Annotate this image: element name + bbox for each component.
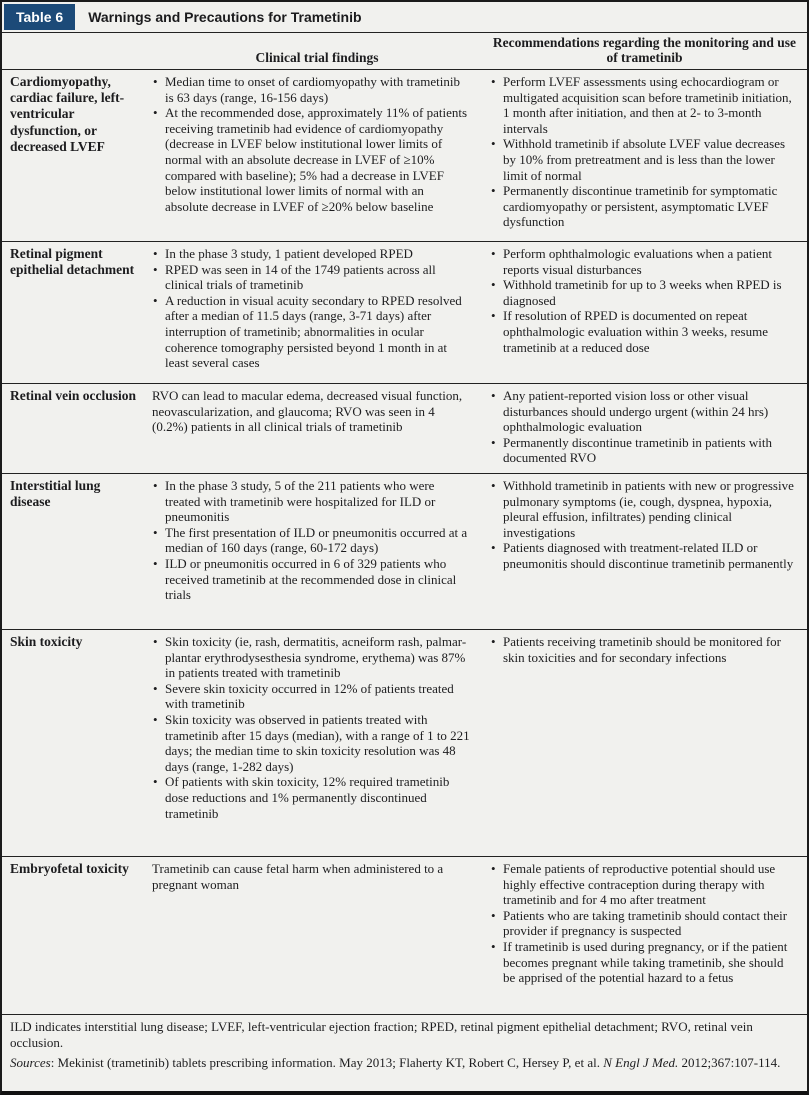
recommendations-cell	[482, 634, 807, 850]
table-row	[2, 242, 807, 384]
bullet-list	[490, 388, 799, 466]
bullet-list	[490, 74, 799, 230]
row-category: Embryofetal toxicity	[10, 861, 129, 876]
sources-text: : Mekinist (trametinib) tablets prescribing information. May 2013; Flaherty KT, Robert C, Hersey P, et al.	[50, 1054, 604, 1070]
bullet-item: • If resolution of RPED is documented on repeat ophthalmologic evaluation within 3 weeks, resume trametinib at a reduced dose	[490, 308, 799, 355]
bullet-item: • Patients receiving trametinib should be monitored for skin toxicities and for secondary infections	[490, 634, 799, 665]
bullet-item: • Withhold trametinib for up to 3 weeks when RPED is diagnosed	[490, 277, 799, 308]
row-category: Retinal vein occlusion	[10, 388, 137, 403]
bullet-item: • In the phase 3 study, 1 patient developed RPED	[152, 246, 470, 262]
bullet-item: • In the phase 3 study, 5 of the 211 patients who were treated with trametinib were hospitalized for ILD or pneumonitis	[152, 478, 470, 525]
findings-cell	[152, 861, 482, 1008]
row-category: Retinal pigment epithelial detachment	[10, 246, 135, 278]
bullet-item: • Perform ophthalmologic evaluations when a patient reports visual disturbances	[490, 246, 799, 277]
bullet-item: • Skin toxicity was observed in patients treated with trametinib after 15 days (median), with a range of 1 to 221 days; the median time to skin toxicity resolution was 48 days (range, 1-282 days)	[152, 712, 470, 774]
bullet-item: • Patients diagnosed with treatment-related ILD or pneumonitis should discontinue trametinib permanently	[490, 540, 799, 571]
bullet-item: • If trametinib is used during pregnancy, or if the patient becomes pregnant while taking trametinib, she should be apprised of the potential hazard to a fetus	[490, 939, 799, 986]
table-title-bar	[2, 2, 807, 33]
table-body	[2, 70, 807, 1015]
sources-journal: N Engl J Med.	[603, 1054, 679, 1070]
bullet-list	[490, 478, 799, 572]
findings-cell	[152, 74, 482, 235]
bullet-item: • Patients who are taking trametinib should contact their provider if pregnancy is suspected	[490, 908, 799, 939]
recommendations-cell	[482, 74, 807, 235]
bullet-item: • Withhold trametinib in patients with new or progressive pulmonary symptoms (ie, cough, dyspnea, hypoxia, pleural effusion, infiltrates) pending clinical investigations	[490, 478, 799, 540]
column-header-row	[2, 33, 807, 70]
findings-cell	[152, 246, 482, 377]
table-title: Warnings and Precautions for Trametinib	[88, 9, 362, 25]
bullet-item: • At the recommended dose, approximately 11% of patients receiving trametinib had evidence of cardiomyopathy (decrease in LVEF below institutional lower limits of normal with an absolute decrease in LVEF of ≥10% compared with baseline); 5% had a decrease in LVEF below institutional lower limits of normal with an absolute decrease in LVEF of ≥20% below baseline	[152, 105, 470, 214]
bullet-list	[152, 478, 470, 603]
recommendations-cell	[482, 388, 807, 467]
sources-note	[10, 1055, 799, 1071]
cell-paragraph: RVO can lead to macular edema, decreased visual function, neovascularization, and glaucoma; RVO was seen in 4 (0.2%) patients in all clinical trials of trametinib	[152, 388, 463, 435]
bullet-item: • Of patients with skin toxicity, 12% required trametinib dose reductions and 1% permanently discontinued trametinib	[152, 774, 470, 821]
findings-cell	[152, 478, 482, 623]
recommendations-cell	[482, 861, 807, 1008]
findings-cell	[152, 634, 482, 850]
bullet-list	[490, 861, 799, 986]
column-header-findings: Clinical trial findings	[255, 50, 379, 66]
bullet-list	[490, 634, 799, 665]
bullet-item: • Withhold trametinib if absolute LVEF value decreases by 10% from pretreatment and is less than the lower limit of normal	[490, 136, 799, 183]
table-row	[2, 474, 807, 630]
bullet-list	[152, 634, 470, 821]
bullet-item: • ILD or pneumonitis occurred in 6 of 329 patients who received trametinib at the recommended dose in clinical trials	[152, 556, 470, 603]
bullet-item: • Any patient-reported vision loss or other visual disturbances should undergo urgent (within 24 hrs) ophthalmologic evaluation	[490, 388, 799, 435]
bullet-item: • RPED was seen in 14 of the 1749 patients across all clinical trials of trametinib	[152, 262, 470, 293]
cell-paragraph: Trametinib can cause fetal harm when administered to a pregnant woman	[152, 861, 444, 892]
bullet-item: • Skin toxicity (ie, rash, dermatitis, acneiform rash, palmar-plantar erythrodysesthesia syndrome, erythema) was 87% in patients treated with trametinib	[152, 634, 470, 681]
bullet-item: • Permanently discontinue trametinib for symptomatic cardiomyopathy or persistent, asymptomatic LVEF dysfunction	[490, 183, 799, 230]
bullet-item: • The first presentation of ILD or pneumonitis occurred at a median of 160 days (range, 60-172 days)	[152, 525, 470, 556]
row-category: Cardiomyopathy, cardiac failure, left-ventricular dysfunction, or decreased LVEF	[10, 74, 125, 154]
bullet-list	[490, 246, 799, 355]
sources-citation-tail: 2012;367:107-114.	[678, 1054, 781, 1070]
table-row	[2, 857, 807, 1015]
bullet-item: • Perform LVEF assessments using echocardiogram or multigated acquisition scan before trametinib initiation, 1 month after initiation, and then at 2- to 3-month intervals	[490, 74, 799, 136]
bullet-list	[152, 246, 470, 371]
bullet-item: • Female patients of reproductive potential should use highly effective contraception during therapy with trametinib and for 4 mo after treatment	[490, 861, 799, 908]
sources-label: Sources	[10, 1054, 51, 1070]
table-row	[2, 70, 807, 242]
row-category: Skin toxicity	[10, 634, 83, 649]
table-row	[2, 384, 807, 474]
table-row	[2, 630, 807, 857]
table-footnotes	[2, 1015, 807, 1080]
table-number-chip: Table 6	[4, 4, 75, 30]
abbreviations-note: ILD indicates interstitial lung disease; LVEF, left-ventricular ejection fraction; RPED, retinal pigment epithelial detachment; RVO, retinal vein occlusion.	[10, 1019, 753, 1051]
bullet-item: • Permanently discontinue trametinib in patients with documented RVO	[490, 435, 799, 466]
recommendations-cell	[482, 246, 807, 377]
recommendations-cell	[482, 478, 807, 623]
bullet-item: • A reduction in visual acuity secondary to RPED resolved after a median of 11.5 days (range, 3-71 days) after interruption of trametinib; abnormalities in ocular coherence tomography persisted beyond 1 month in at least several cases	[152, 293, 470, 371]
bullet-list	[152, 74, 470, 214]
bullet-item: • Median time to onset of cardiomyopathy with trametinib is 63 days (range, 16-156 days)	[152, 74, 470, 105]
bullet-item: • Severe skin toxicity occurred in 12% of patients treated with trametinib	[152, 681, 470, 712]
findings-cell	[152, 388, 482, 467]
column-header-recommendations: Recommendations regarding the monitoring and use of trametinib	[492, 34, 797, 66]
row-category: Interstitial lung disease	[10, 478, 101, 510]
